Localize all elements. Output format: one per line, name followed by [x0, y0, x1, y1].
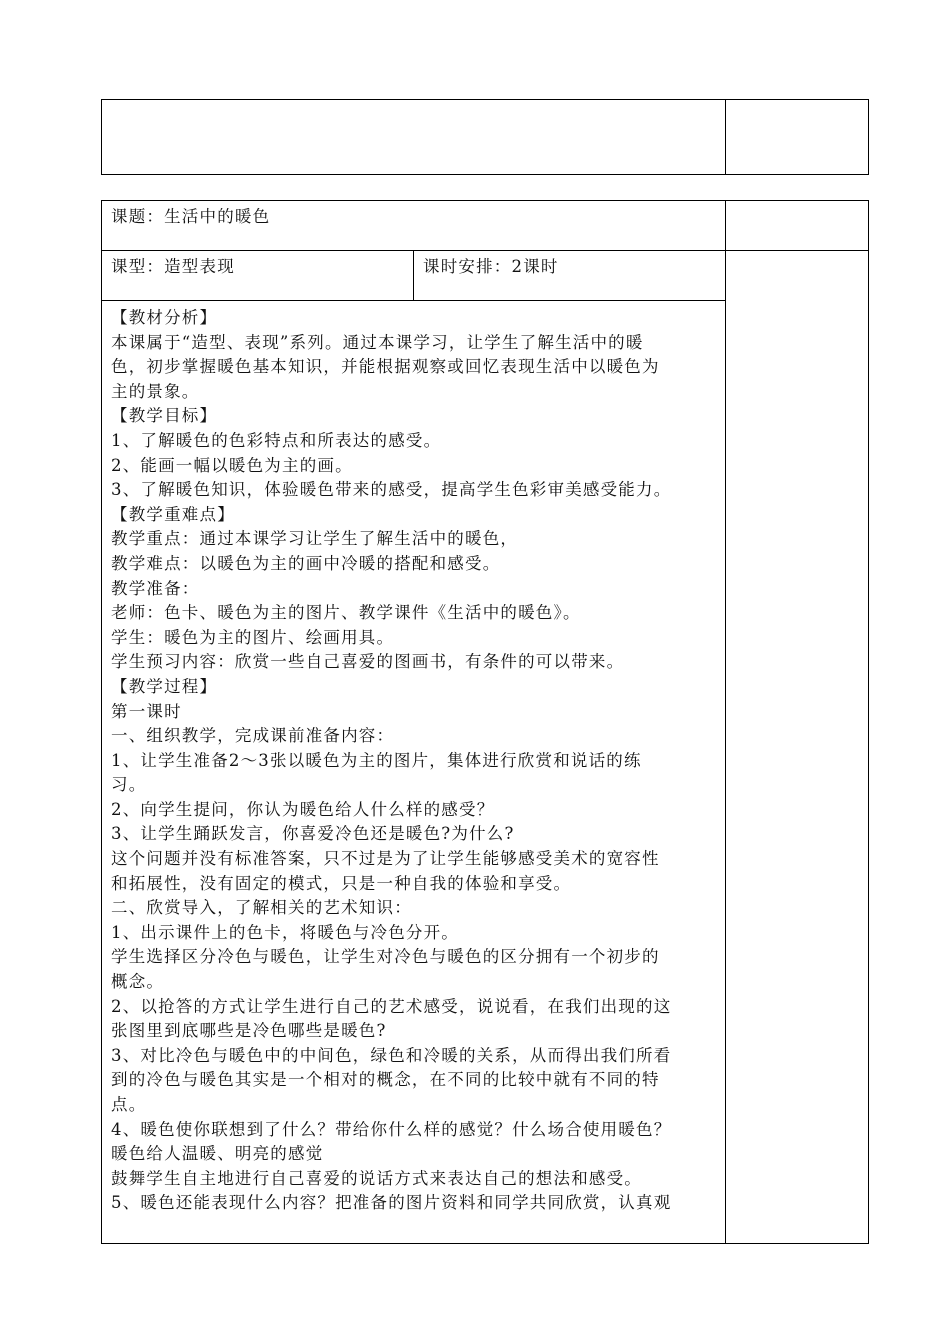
body-line: 第一课时	[111, 701, 182, 721]
body-line: 概念。	[111, 972, 165, 992]
body-line: 到的冷色与暖色其实是一个相对的概念，在不同的比较中就有不同的特	[111, 1070, 660, 1090]
body-line: 2、向学生提问，你认为暖色给人什么样的感受？	[111, 799, 495, 819]
lesson-title: 课题：生活中的暖色	[111, 207, 271, 226]
body-line: 学生：暖色为主的图片、绘画用具。	[111, 627, 395, 647]
type-schedule-divider	[413, 250, 414, 301]
body-line: 【教学过程】	[111, 676, 218, 696]
body-line: 【教材分析】	[111, 308, 218, 327]
body-line: 张图里到底哪些是冷色哪些是暖色?	[111, 1021, 387, 1041]
lesson-type: 课型：造型表现	[111, 257, 235, 276]
body-line: 【教学目标】	[111, 406, 218, 426]
lesson-schedule: 课时安排：2课时	[423, 257, 559, 276]
body-line: 学生预习内容：欣赏一些自己喜爱的图画书，有条件的可以带来。	[111, 652, 625, 672]
body-line: 2、能画一幅以暖色为主的画。	[111, 455, 353, 475]
body-line: 老师：色卡、暖色为主的图片、教学课件《生活中的暖色》。	[111, 603, 581, 623]
row-divider-title	[101, 250, 869, 251]
body-line: 1、让学生准备2～3张以暖色为主的图片，集体进行欣赏和说话的练	[111, 750, 642, 770]
body-line: 学生选择区分冷色与暖色，让学生对冷色与暖色的区分拥有一个初步的	[111, 947, 660, 967]
lesson-body	[111, 306, 721, 1216]
body-line: 本课属于“造型、表现”系列。通过本课学习，让学生了解生活中的暖	[111, 332, 644, 352]
body-line: 1、了解暖色的色彩特点和所表达的感受。	[111, 430, 442, 450]
body-line: 3、对比冷色与暖色中的中间色，绿色和冷暖的关系，从而得出我们所看	[111, 1045, 672, 1065]
body-line: 5、暖色还能表现什么内容？把准备的图片资料和同学共同欣赏，认真观	[111, 1193, 672, 1213]
top-table-divider	[725, 99, 726, 175]
lesson-table-right-column-divider	[725, 200, 726, 1244]
body-line: 点。	[111, 1095, 147, 1114]
body-line: 暖色给人温暖、明亮的感觉	[111, 1144, 324, 1164]
body-line: 1、出示课件上的色卡，将暖色与冷色分开。	[111, 922, 459, 942]
body-line: 教学难点：以暖色为主的画中冷暖的搭配和感受。	[111, 553, 501, 573]
body-line: 鼓舞学生自主地进行自己喜爱的说话方式来表达自己的想法和感受。	[111, 1168, 642, 1188]
body-line: 色，初步掌握暖色基本知识，并能根据观察或回忆表现生活中以暖色为	[111, 357, 660, 377]
body-line: 4、暖色使你联想到了什么？带给你什么样的感觉？什么场合使用暖色？	[111, 1119, 672, 1139]
body-line: 和拓展性，没有固定的模式，只是一种自我的体验和享受。	[111, 873, 572, 893]
body-line: 二、欣赏导入，了解相关的艺术知识：	[111, 898, 412, 918]
top-table	[101, 99, 869, 175]
body-line: 主的景象。	[111, 381, 200, 401]
body-line: 3、了解暖色知识，体验暖色带来的感受，提高学生色彩审美感受能力。	[111, 480, 672, 500]
body-line: 教学重点：通过本课学习让学生了解生活中的暖色，	[111, 529, 519, 549]
body-line: 2、以抢答的方式让学生进行自己的艺术感受，说说看，在我们出现的这	[111, 996, 672, 1016]
body-line: 教学准备：	[111, 578, 200, 598]
body-line: 3、让学生踊跃发言，你喜爱冷色还是暖色?为什么?	[111, 824, 515, 844]
body-line: 习。	[111, 775, 147, 795]
body-line: 一、组织教学，完成课前准备内容：	[111, 726, 395, 746]
body-line: 这个问题并没有标准答案，只不过是为了让学生能够感受美术的宽容性	[111, 849, 660, 869]
body-line: 【教学重难点】	[111, 504, 235, 524]
